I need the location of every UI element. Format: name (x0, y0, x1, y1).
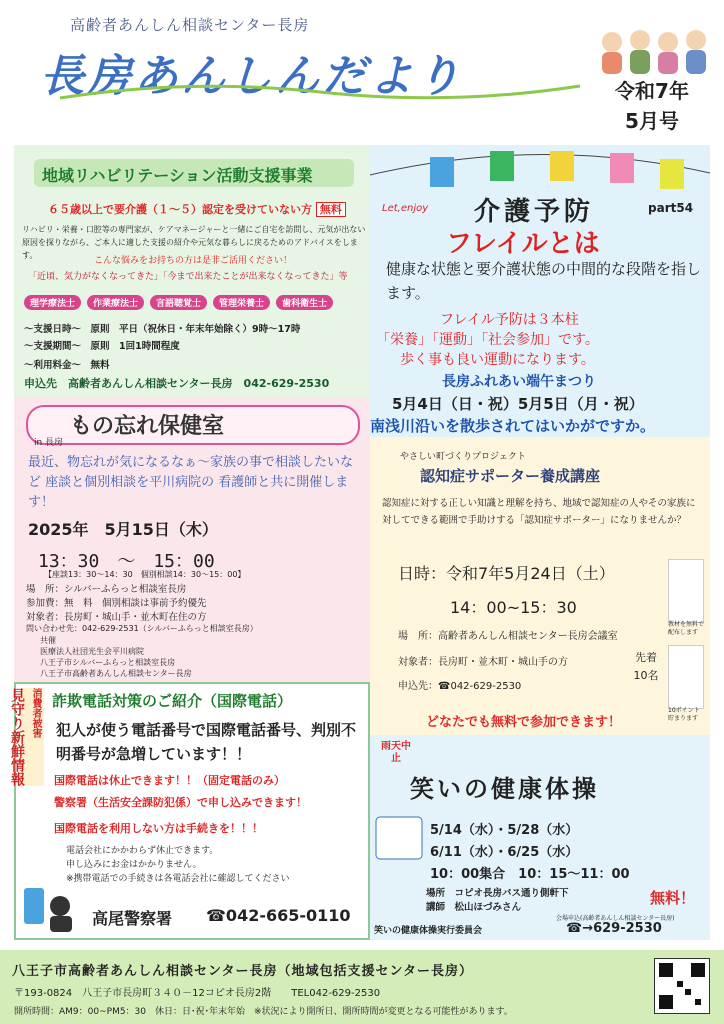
festival-river: 南浅川沿いを散歩されてはいかがですか。 (370, 417, 656, 435)
footer-org: 八王子市高齢者あんしん相談センター長房（地域包括支援センター長房） (12, 964, 473, 979)
memory-desc: 最近、物忘れが気になるなぁ～家族の事で相談したいなど 座談と個別相談を平川病院の 看護師と共に開催します！ (28, 455, 354, 510)
cosponsor-item: 医療法人社団光生会平川病院 (40, 647, 144, 656)
memory-cosponsors (40, 635, 192, 679)
frail-desc: 健康な状態と要介護状態の中間的な段階を指します。 (386, 260, 702, 302)
dementia-title: 認知症サポーター養成講座 (420, 467, 601, 485)
exercise-place: 場所 コピオ長房バス通り側軒下 (426, 888, 569, 899)
rehab-title: 地域リハビリテーション活動支援事業 (42, 166, 313, 185)
police-station: 高尾警察署 (92, 909, 173, 928)
dementia-apply: 申込先：☎042-629-2530 (398, 681, 522, 692)
dementia-date: 日時：令和7年5月24日（土） (398, 564, 615, 583)
police-tel: ☎042-665-0110 (206, 906, 351, 925)
fraud-headline: 犯人が使う電話番号で国際電話番号、判別不明番号が急増しています！！ (56, 721, 357, 763)
cosponsor-item: 八王子市シルバーふらっと相談室長房 (40, 658, 176, 667)
elderly-people-illustration (594, 24, 714, 76)
footer (0, 950, 724, 1024)
festival-dates: 5月4日（日・祝）5月5日（月・祝） (392, 395, 644, 413)
qr-pattern (655, 959, 709, 1013)
role-badge: 言語聴覚士 (150, 295, 207, 310)
frail-subtitle: フレイルとは (446, 229, 600, 259)
fraud-side-label (9, 688, 44, 786)
fraud-title: 詐欺電話対策のご紹介（国際電話） (52, 692, 293, 710)
qr-code[interactable] (654, 958, 710, 1014)
dementia-free: どなたでも無料で参加できます！ (426, 715, 622, 730)
memory-fee: 参加費：無 料 個別相談は事前予約優先 (26, 598, 207, 609)
fraud-section (9, 682, 370, 940)
exercise-dates-2: 6/11（水）・6/25（水） (430, 845, 579, 860)
fraud-note: 申し込みにお金はかかりません。 (66, 860, 202, 870)
memory-contact: 問い合わせ先：042-629-2531（シルバーふらっと相談室長房） (26, 624, 258, 633)
issue-date (592, 76, 712, 136)
footer-hours: 開所時間：AM9：00~PM5：30 休日：日･祝･年末年始 ※状況により開所日、開所時間が変更となる可能性があります。 (14, 1007, 513, 1017)
memory-place: 場 所：シルバーふらっと相談室長房 (26, 584, 187, 595)
exercise-title: 笑いの健康体操 (410, 775, 599, 803)
memory-target: 対象者：長房町・城山手・並木町在住の方 (26, 612, 207, 623)
title-underline (60, 78, 580, 108)
exercise-leader: 講師 松山ほづみさん (426, 902, 522, 913)
dementia-target: 対象者：長房町・並木町・城山手の方 (398, 657, 568, 668)
points-note: 10ポイント貯まります (668, 707, 700, 722)
rehab-section (14, 145, 370, 397)
rehab-target (48, 201, 346, 217)
points-card-image (668, 645, 704, 709)
fraud-side-top: 消費者被害 (30, 688, 41, 738)
fraud-note: ※携帯電話での手続きは各電話会社に確認してください (66, 874, 290, 884)
role-badge: 作業療法士 (87, 295, 144, 310)
fraud-line-1: 国際電話は休止できます！！（固定電話のみ） (54, 774, 285, 787)
dementia-time: 14：00~15：30 (450, 598, 577, 617)
exercise-time: 10：00集合 10：15～11：00 (430, 867, 630, 882)
dementia-desc: 認知症に対する正しい知識と理解を持ち、地域で認知症の人やその家族に対してできる範囲で手助けする「認知症サポーター」になりませんか？ (382, 498, 696, 526)
memory-time: 13：30 ～ 15：00 (38, 551, 215, 572)
frail-pillars-intro: フレイル予防は３本柱 (440, 312, 579, 328)
carp-streamer-illustration (370, 145, 710, 197)
exercise-tel: ☎→629-2530 (566, 921, 662, 936)
free-badge: 無料 (316, 202, 346, 217)
memory-time-detail: 【座談13：30～14：30 個別相談14：30～15：00】 (44, 570, 246, 579)
rehab-period: ～支援期間～ 原則 1回1時間程度 (24, 341, 180, 352)
issue-year: 令和7年 (615, 79, 689, 103)
memory-sub: in 長房 (34, 438, 64, 448)
laughter-exercise-section (370, 735, 710, 940)
frail-part: part54 (648, 201, 694, 215)
dementia-section (370, 437, 710, 735)
fraud-note: 電話会社にかかわらず休止できます。 (66, 846, 219, 856)
rehab-fee: ～利用料金～ 無料 (24, 360, 110, 371)
exercise-free: 無料！ (650, 889, 696, 907)
dementia-kicker: やさしい町づくりプロジェクト (400, 452, 526, 462)
rehab-roles (24, 291, 368, 310)
fraud-line-3: 国際電話を利用しない方は手続きを！！！ (54, 822, 263, 835)
role-badge: 理学療法士 (24, 295, 81, 310)
textbook-image (668, 559, 704, 623)
rehab-desc: リハビリ・栄養・口腔等の専門家が、ケアマネージャーと一緒にご自宅を訪問し、元気が出ない原因を探りながら、ご本人に適した支援の紹介や元気な暮らしに戻るためのアドバイスをします。 (22, 225, 366, 260)
lets-enjoy: Let,enjoy (382, 203, 429, 214)
role-badge: 歯科衛生士 (276, 295, 333, 310)
role-badge: 管理栄養士 (213, 295, 270, 310)
capacity-first: 先着 (635, 651, 657, 664)
cosponsor-item: 八王子市高齢者あんしん相談センター長房 (40, 669, 192, 678)
material-note: 教材を無料で配布します (668, 621, 705, 636)
footer-address: 〒193-0824 八王子市長房町３４０－12コピオ長房2階 TEL042-629-2530 (14, 988, 381, 999)
exercise-contact-label: 会場申込(高齢者あんしん相談センター長房) (556, 915, 675, 922)
fraud-side-text: 見守り新鮮情報 (9, 688, 25, 786)
memory-title: もの忘れ保健室 (70, 414, 225, 439)
exercise-dates-1: 5/14（水）・5/28（水） (430, 823, 579, 838)
capacity-count: 10名 (633, 669, 659, 682)
frailty-section (370, 145, 710, 437)
frail-pillars: 「栄養」「運動」「社会参加」です。 (376, 332, 599, 348)
exercise-org: 笑いの健康体操実行委員会 (374, 926, 483, 936)
issue-month: 5月号 (625, 109, 679, 133)
org-name: 高齢者あんしん相談センター長房 (70, 16, 310, 34)
thief-phone-illustration (22, 884, 78, 934)
dementia-capacity (626, 649, 666, 685)
nametag-illustration (374, 813, 426, 863)
rehab-target-text: ６５歳以上で要介護（１～５）認定を受けていない方 (48, 203, 312, 216)
rehab-schedule: ～支援日時～ 原則 平日（祝休日・年末年始除く）9時～17時 (24, 324, 301, 335)
rehab-prompt: こんな悩みをお持ちの方は是非ご活用ください！ (94, 256, 293, 266)
frail-title: 介護予防 (474, 197, 595, 227)
fraud-line-2: 警察署（生活安全課防犯係）で申し込みできます！ (54, 796, 307, 809)
rehab-worries: 「近頃、気力がなくなってきた」「今まで出来たことが出来なくなってきた」等 (28, 272, 348, 282)
rehab-apply: 申込先 高齢者あんしん相談センター長房 042-629-2530 (24, 377, 330, 390)
memory-section (14, 397, 370, 682)
frail-walk: 歩く事も良い運動になります。 (400, 352, 595, 368)
rain-cancel: 雨天中止 (381, 741, 411, 764)
newsletter-title: 長房あんしんだより (40, 51, 463, 102)
memory-date: 2025年 5月15日（木） (28, 520, 218, 539)
festival-name: 長房ふれあい端午まつり (442, 374, 596, 390)
fraud-notes (66, 844, 290, 886)
cosponsor-label: 共催 (40, 636, 56, 645)
dementia-place: 場 所：高齢者あんしん相談センター長房会議室 (398, 631, 618, 642)
